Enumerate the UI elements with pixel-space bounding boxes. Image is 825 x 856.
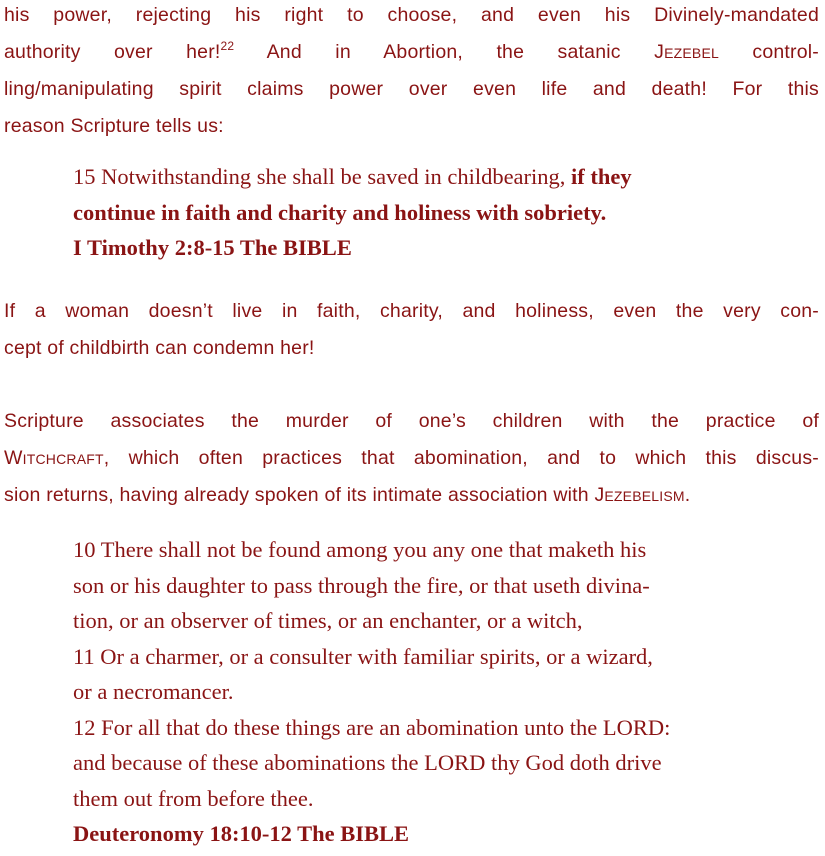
jezebel-smallcaps: Jezebel bbox=[654, 41, 719, 63]
footnote-ref-22[interactable]: 22 bbox=[220, 39, 235, 53]
quote2-line-8: them out from before thee. bbox=[73, 785, 314, 811]
quote1-line-1-text: 15 Notwithstanding she shall be saved in childbearing, bbox=[73, 164, 572, 189]
intro-line-2-text-b: And in Abortion, the satanic bbox=[234, 41, 655, 63]
para3-line-3 bbox=[4, 477, 819, 514]
para3-line-3-text: sion returns, having already spoken of its intimate association with bbox=[4, 484, 595, 506]
para2-line-1: If a woman doesn’t live in faith, charity, and holiness, even the very con- bbox=[4, 300, 819, 322]
intro-line-2-text-c: control- bbox=[718, 41, 820, 63]
quote1-citation: I Timothy 2:8-15 The BIBLE bbox=[73, 235, 352, 260]
quote2-line-2: son or his daughter to pass through the fire, or that useth divina- bbox=[73, 572, 650, 598]
childbirth-paragraph bbox=[4, 293, 819, 367]
quote2-line-3: tion, or an observer of times, or an enchanter, or a witch, bbox=[73, 608, 583, 633]
scripture-quote-deuteronomy bbox=[73, 532, 813, 852]
quote2-line-4: 11 Or a charmer, or a consulter with familiar spirits, or a wizard, bbox=[73, 643, 653, 669]
intro-line-1: his power, rejecting his right to choose, and even his Divinely-mandated bbox=[4, 4, 819, 26]
quote2-line-5: or a necromancer. bbox=[73, 679, 234, 704]
intro-line-2-text: authority over her! bbox=[4, 41, 221, 63]
quote1-line-2: continue in faith and charity and holiness with sobriety. bbox=[73, 199, 607, 225]
para3-line-1: Scripture associates the murder of one’s children with the practice of bbox=[4, 410, 819, 432]
para3-line-2 bbox=[4, 440, 819, 477]
quote2-line-1: 10 There shall not be found among you any one that maketh his bbox=[73, 537, 647, 562]
para3-line-2-text: , which often practices that abomination, and to which this discus- bbox=[103, 447, 819, 469]
quote2-citation: Deuteronomy 18:10-12 The BIBLE bbox=[73, 821, 410, 846]
intro-line-4: reason Scripture tells us: bbox=[4, 115, 224, 137]
intro-line-2 bbox=[4, 34, 819, 71]
para3-line-3-period: . bbox=[684, 484, 691, 506]
quote1-line-1-bold: if they bbox=[571, 164, 632, 189]
jezebelism-smallcaps: Jezebelism bbox=[594, 484, 685, 506]
witchcraft-smallcaps: Witchcraft bbox=[4, 447, 104, 469]
witchcraft-paragraph bbox=[4, 403, 819, 514]
intro-paragraph bbox=[4, 0, 819, 145]
quote1-line-1 bbox=[73, 159, 813, 195]
para2-line-2: cept of childbirth can condemn her! bbox=[4, 337, 315, 359]
quote2-line-6: 12 For all that do these things are an abomination unto the LORD: bbox=[73, 714, 671, 740]
quote2-line-7: and because of these abominations the LORD thy God doth drive bbox=[73, 750, 662, 775]
intro-line-3: ling/manipulating spirit claims power over even life and death! For this bbox=[4, 78, 819, 100]
scripture-quote-timothy bbox=[73, 159, 813, 266]
